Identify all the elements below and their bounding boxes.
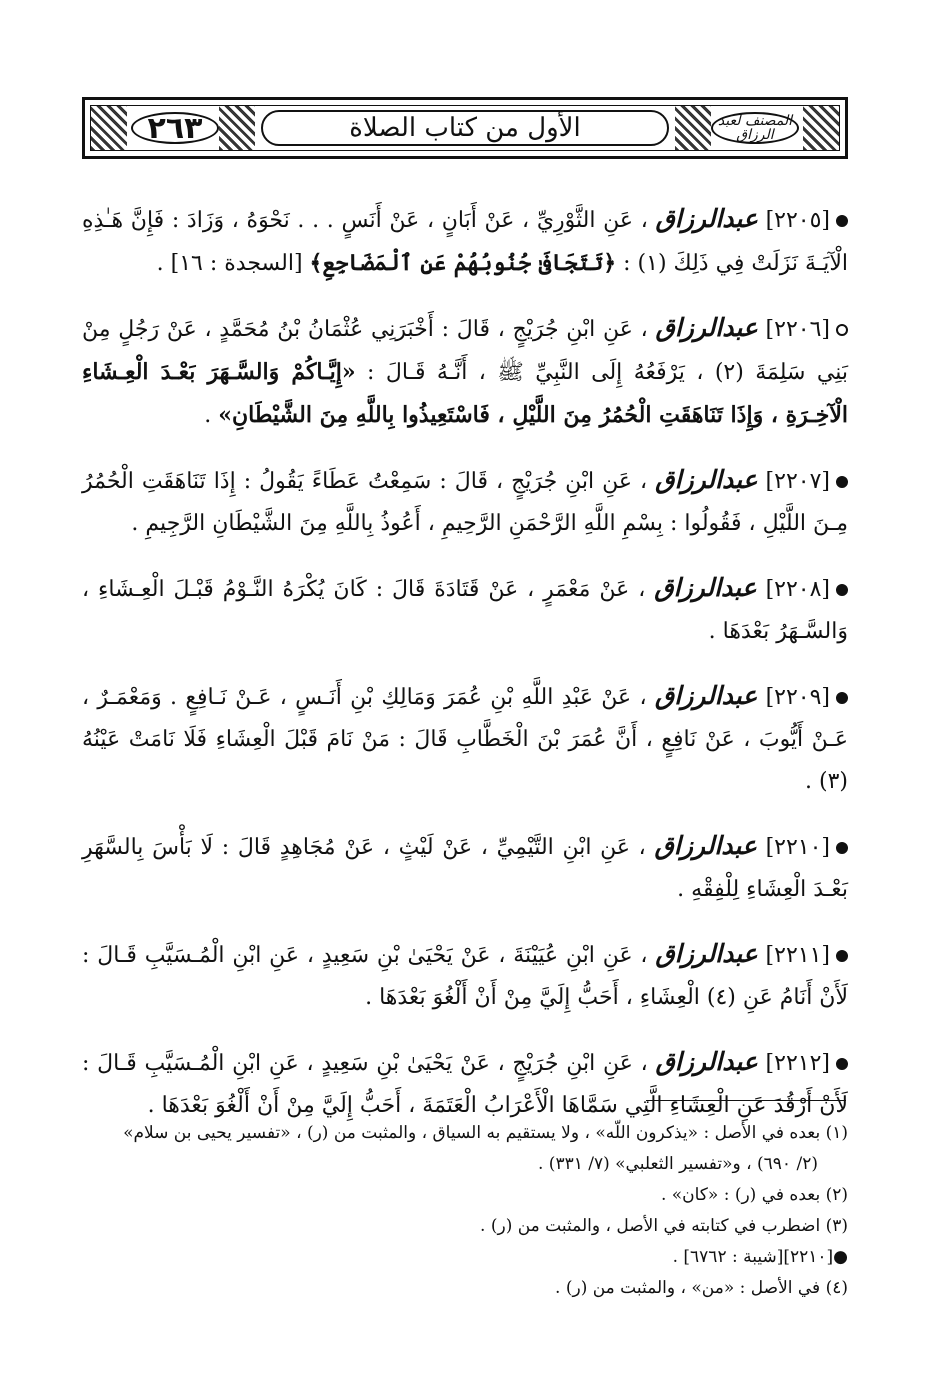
entry-text: ، عَنِ ابْنِ جُرَيْجٍ ، قَالَ : أَخْبَرَنِي عُثْمَانُ بْنُ مُحَمَّدٍ ، عَنْ رَجُلٍ مِنْ بَنِي سَلِمَةَ (٢) ، يَرْفَعُهُ إِلَى النَّبِيِّ ﷺ ، أَنَّـهُ قَـالَ : <box>82 317 848 385</box>
title-plate <box>261 110 669 146</box>
ornament-icon <box>803 106 839 150</box>
hadith-entry <box>82 198 848 285</box>
page-number: ٢٦٣ <box>147 110 203 146</box>
running-title: الأول من كتاب الصلاة <box>349 113 581 143</box>
footnote-reference: ●[٢٢١٠][شيبة : ٦٧٦٢] . <box>672 1247 848 1267</box>
footnote: (٢) بعده في (ر) : «كان» . <box>660 1185 848 1205</box>
footnote: (٤) في الأصل : «من» ، والمثبت من (ر) . <box>555 1278 848 1298</box>
entry-number: [٢٢١٢] <box>765 1051 830 1076</box>
bullet-icon <box>836 1058 848 1070</box>
entry-text: ، عَنْ مَعْمَرٍ ، عَنْ قَتَادَةَ قَالَ : كَانَ يُكْرَهُ النَّـوْمُ قَبْـلَ الْعِـشَاءِ ، وَالسَّـهَرُ بَعْدَهَا . <box>82 577 848 644</box>
footnote: (١) بعده في الأصل : «يذكرون اللّه» ، ولا يستقيم به السياق ، والمثبت من (ر) ، «تفسير يحيى بن سلام» <box>123 1123 848 1143</box>
bullet-icon <box>836 584 848 596</box>
entry-text: ، عَنِ ابْنِ التَّيْمِيِّ ، عَنْ لَيْثٍ ، عَنْ مُجَاهِدٍ قَالَ : لَا بَأْسَ بِالسَّهَرِ بَعْـدَ الْعِشَاءِ لِلْفِقْهِ . <box>82 835 848 902</box>
footnote-divider <box>646 1100 846 1101</box>
page-number-badge <box>131 112 219 144</box>
entry-text: ، عَنِ ابْنِ عُيَيْنَةَ ، عَنْ يَحْيَىٰ بْنِ سَعِيدٍ ، عَنِ ابْنِ الْمُـسَيَّبِ قَـالَ : لَأَنْ أَنَامُ عَنِ (٤) الْعِشَاءِ ، أَحَبُّ إِلَيَّ مِنْ أَنْ أَلْغُوَ بَعْدَهَا . <box>82 943 848 1010</box>
bullet-icon <box>836 476 848 488</box>
author-name: عبدالرزاق <box>655 939 758 968</box>
entry-number: [٢٢٠٩] <box>765 685 831 710</box>
footnote: (٣) اضطرب في كتابته في الأصل ، والمثبت من (ر) . <box>480 1216 848 1236</box>
entry-number: [٢٢١١] <box>765 943 830 968</box>
bullet-icon <box>836 215 848 227</box>
hadith-quote: «إِيَّـاكُمْ وَالسَّـهَرَ بَعْـدَ الْعِـشَاءِ الْآخِـرَةِ ، وَإِذَا تَنَاهَقَتِ الْحُمُرُ مِنَ اللَّيْلِ ، فَاسْتَعِيذُوا بِاللَّهِ مِنَ الشَّيْطَانِ» <box>82 359 848 428</box>
hadith-entry <box>82 1041 848 1127</box>
hadith-entry <box>82 825 848 911</box>
ornament-icon <box>91 106 127 150</box>
entry-text: ، عَنِ ابْنِ جُرَيْجٍ ، قَالَ : سَمِعْتُ عَطَاءً يَقُولُ : إِذَا تَنَاهَقَتِ الْحُمُرُ مِـنَ اللَّيْلِ ، فَقُولُوا : بِسْمِ اللَّهِ الرَّحْمَنِ الرَّحِيمِ ، أَعُوذُ بِاللَّهِ مِنَ الشَّيْطَانِ الرَّجِيمِ . <box>82 469 848 536</box>
entry-number: [٢٢٠٦] <box>765 317 830 342</box>
ornament-icon <box>675 106 711 150</box>
bullet-icon <box>836 950 848 962</box>
hadith-entry <box>82 567 848 653</box>
author-name: عبدالرزاق <box>655 313 758 342</box>
footnotes <box>82 1118 848 1304</box>
book-logo <box>711 112 799 144</box>
author-name: عبدالرزاق <box>655 465 758 494</box>
hadith-entry <box>82 459 848 545</box>
hadith-entries <box>82 176 848 1135</box>
entry-number: [٢٢٠٧] <box>765 469 830 494</box>
bullet-icon <box>836 692 848 704</box>
hadith-entry <box>82 675 848 803</box>
logo-text: المصنف لعبد الرزاق <box>717 113 793 143</box>
entry-tail: . <box>204 403 212 428</box>
footnote-continuation: (٢/ ٦٩٠) ، و«تفسير الثعلبي» (٧/ ٣٣١) . <box>537 1154 818 1174</box>
hadith-entry <box>82 307 848 437</box>
entry-number: [٢٢٠٨] <box>765 577 831 602</box>
entry-text: ، عَنِ الثَّوْرِيِّ ، عَنْ أَبَانٍ ، عَنْ أَنَسٍ . . . نَحْوَهُ ، وَزَادَ : فَإِنَّ هَـٰذِهِ الْآيَـةَ نَزَلَتْ فِي ذَلِكَ (١) : <box>82 208 848 276</box>
author-name: عبدالرزاق <box>654 573 757 602</box>
author-name: عبدالرزاق <box>655 1047 758 1076</box>
header-banner <box>82 97 848 159</box>
entry-number: [٢٢١٠] <box>765 835 831 860</box>
entry-text: ، عَنِ ابْنِ جُرَيْجٍ ، عَنْ يَحْيَىٰ بْنِ سَعِيدٍ ، عَنِ ابْنِ الْمُـسَيَّبِ قَـالَ : لَأَنْ أَرْقُدَ عَنِ الْعِشَاءِ الَّتِي سَمَّاهَا الْأَعْرَابُ الْعَتَمَةَ ، أَحَبُّ إِلَيَّ مِنْ أَنْ أَلْغُوَ بَعْدَهَا . <box>82 1051 848 1118</box>
bullet-icon <box>836 324 848 336</box>
author-name: عبدالرزاق <box>654 681 758 710</box>
entry-text: ، عَنْ عَبْدِ اللَّهِ بْنِ عُمَرَ وَمَالِكِ بْنِ أَنَـسٍ ، عَـنْ نَـافِعٍ . وَمَعْمَـرٌ ، عَـنْ أَيُّوبَ ، عَنْ نَافِعٍ ، أَنَّ عُمَرَ بْنَ الْخَطَّابِ قَالَ : مَنْ نَامَ قَبْلَ الْعِشَاءِ فَلَا نَامَتْ عَيْنُهُ (٣) . <box>82 685 848 794</box>
ornament-icon <box>219 106 255 150</box>
hadith-entry <box>82 933 848 1019</box>
quran-quote: ﴿تَتَجَافَىٰ جُنُوبُهُمْ عَنِ ٱلْمَضَاجِعِ﴾ <box>309 250 617 276</box>
author-name: عبدالرزاق <box>654 831 757 860</box>
author-name: عبدالرزاق <box>655 204 758 233</box>
entry-number: [٢٢٠٥] <box>765 208 831 233</box>
entry-tail: [السجدة : ١٦] . <box>156 251 303 276</box>
bullet-icon <box>836 842 848 854</box>
